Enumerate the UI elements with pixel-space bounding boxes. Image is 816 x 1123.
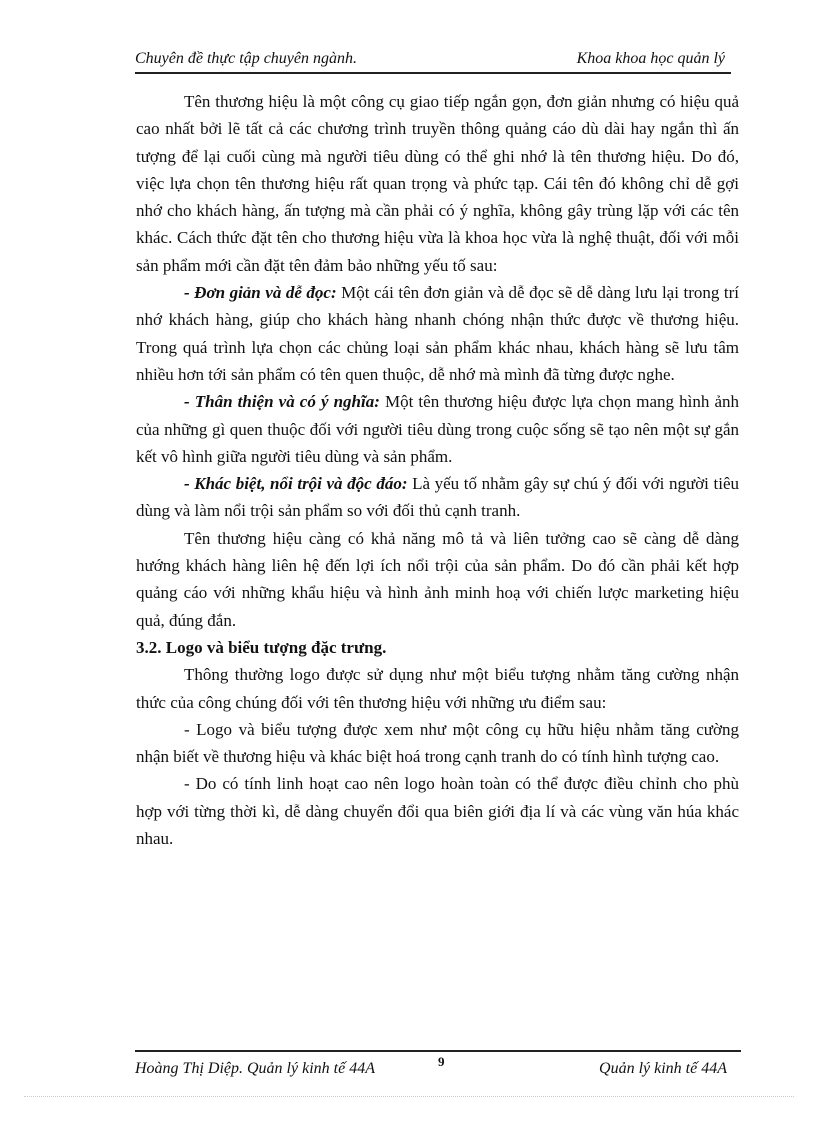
page-header: [135, 50, 731, 74]
paragraph: - Do có tính linh hoạt cao nên logo hoàn toàn có thể được điều chỉnh cho phù hợp với từng thời kì, dễ dàng chuyển đổi qua biên giới địa lí và các vùng văn húa khác nhau.: [136, 774, 739, 849]
page-footer: [135, 1050, 741, 1076]
item-title: - Thân thiện và có ý nghĩa:: [184, 392, 380, 412]
document-body: [136, 88, 739, 852]
list-item: [136, 279, 739, 388]
list-item: [136, 388, 739, 470]
footer-class: Quản lý kinh tế 44A: [599, 1060, 727, 1077]
header-title: Chuyên đề thực tập chuyên ngành.: [135, 50, 357, 67]
list-item: [136, 470, 739, 525]
item-text: Một tên thương hiệu được lựa chọn mang hình ảnh của những gì quen thuộc đối với người tiêu dùng trong cuộc sống sẽ tạo nên một sự gắn kết vô hình giữa người tiêu dùng và sản phẩm.: [136, 392, 739, 466]
header-department: Khoa khoa học quản lý: [576, 50, 725, 67]
page-number: 9: [438, 1054, 445, 1069]
paragraph: Tên thương hiệu càng có khả năng mô tả và liên tưởng cao sẽ càng dễ dàng hướng khách hàng liên hệ đến lợi ích nổi trội của sản phẩm. Do đó cần phải kết hợp quảng cáo với những khẩu hiệu và hình ảnh minh hoạ với chiến lược marketing hiệu quả, đúng đắn.: [136, 528, 739, 630]
item-title: - Khác biệt, nổi trội và độc đáo:: [184, 474, 408, 494]
paragraph: Thông thường logo được sử dụng như một biểu tượng nhằm tăng cường nhận thức của công chúng đối với tên thương hiệu với những ưu điểm sau:: [136, 665, 739, 712]
page-edge-divider: [24, 1096, 794, 1097]
section-heading: 3.2. Logo và biểu tượng đặc trưng.: [136, 637, 387, 657]
item-text: Một cái tên đơn giản và dễ đọc sẽ dễ dàng lưu lại trong trí nhớ khách hàng, giúp cho khách hàng nhanh chóng nhận thức được về thương hiệu. Trong quá trình lựa chọn các chủng loại sản phẩm khác nhau, khách hàng sẽ lưu tâm nhiều hơn tới sản phẩm có tên quen thuộc, dễ nhớ mà mình đã từng được nghe.: [136, 283, 739, 384]
footer-author: Hoàng Thị Diệp. Quản lý kinh tế 44A: [135, 1060, 375, 1077]
paragraph: Tên thương hiệu là một công cụ giao tiếp ngắn gọn, đơn giản nhưng có hiệu quả cao nhất bởi lẽ tất cả các chương trình truyền thông quảng cáo dù dài hay ngắn thì ấn tượng để lại cuối cùng mà người tiêu dùng có thể ghi nhớ là tên thương hiệu. Do đó, việc lựa chọn tên thương hiệu rất quan trọng và phức tạp. Cái tên đó không chỉ dễ gợi nhớ cho khách hàng, ấn tượng mà cần phải có ý nghĩa, không gây trùng lặp với các tên khác. Cách thức đặt tên cho thương hiệu vừa là khoa học vừa là nghệ thuật, đối với mỗi sản phẩm mới cần đặt tên đảm bảo những yếu tố sau:: [136, 92, 739, 275]
item-text: Là yếu tố nhằm gây sự chú ý đối với người tiêu dùng và làm nổi trội sản phẩm so với đối thủ cạnh tranh.: [136, 474, 739, 521]
item-title: - Đơn giản và dễ đọc:: [184, 283, 337, 303]
paragraph: - Logo và biểu tượng được xem như một công cụ hữu hiệu nhằm tăng cường nhận biết về thương hiệu và khác biệt hoá trong cạnh tranh do có tính hình tượng cao.: [136, 719, 739, 767]
